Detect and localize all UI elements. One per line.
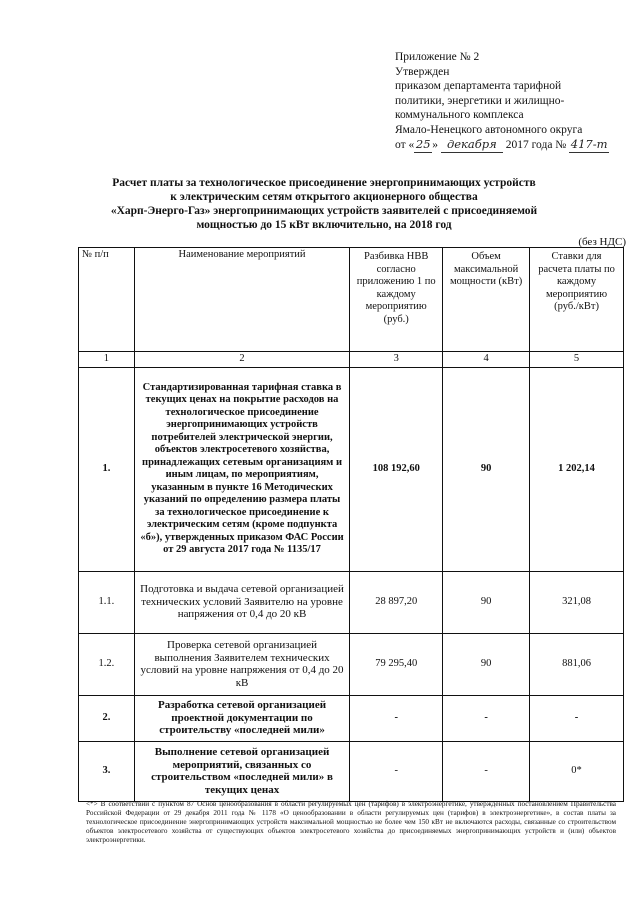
row-nvv: -	[350, 695, 443, 741]
column-number: 4	[443, 352, 530, 368]
vat-note: (без НДС)	[578, 236, 626, 248]
title-line: к электрическим сетям открытого акционерного общества	[170, 191, 478, 203]
row-power: -	[443, 695, 530, 741]
document-title	[85, 176, 563, 232]
approval-line: Приложение № 2	[395, 51, 480, 63]
row-number: 2.	[79, 695, 135, 741]
approval-block	[395, 50, 630, 153]
order-number-handwritten: 417-т	[570, 137, 608, 151]
header-cell-rate: Ставки для расчета платы по каждому мероприятию (руб./кВт)	[530, 248, 624, 352]
row-rate: 0*	[530, 741, 624, 801]
row-nvv: 79 295,40	[350, 633, 443, 695]
tariff-table	[78, 247, 624, 802]
date-year: 2017 года №	[505, 139, 567, 151]
row-number: 3.	[79, 741, 135, 801]
table-row	[79, 571, 624, 633]
date-mid: »	[432, 139, 438, 151]
approval-line: политики, энергетики и жилищно-	[395, 94, 565, 107]
column-number: 1	[79, 352, 135, 368]
row-name: Разработка сетевой организацией проектной документации по строительству «последней мили»	[134, 695, 349, 741]
title-line: Расчет платы за технологическое присоединение энергопринимающих устройств	[112, 177, 536, 189]
row-power: 90	[443, 633, 530, 695]
row-name: Проверка сетевой организацией выполнения Заявителем технических условий на уровне напряжения от 0,4 до 20 кВ	[134, 633, 349, 695]
row-name: Подготовка и выдача сетевой организацией технических условий Заявителю на уровне напряжения от 0,4 до 20 кВ	[134, 571, 349, 633]
table-row	[79, 695, 624, 741]
approval-line: коммунального комплекса	[395, 109, 524, 121]
date-month-handwritten: декабря	[441, 137, 503, 153]
header-cell-name: Наименование мероприятий	[134, 248, 349, 352]
header-cell-nvv: Разбивка НВВ согласно приложению 1 по каждому мероприятию (руб.)	[350, 248, 443, 352]
row-number: 1.	[79, 367, 135, 571]
column-number: 2	[134, 352, 349, 368]
date-prefix: от «	[395, 139, 415, 151]
header-cell-number: № п/п	[79, 248, 135, 352]
row-number: 1.1.	[79, 571, 135, 633]
approval-line: приказом департамента тарифной	[395, 80, 562, 92]
row-nvv: -	[350, 741, 443, 801]
table-header-row	[79, 248, 624, 352]
row-rate: 1 202,14	[530, 367, 624, 571]
approval-date-line	[395, 137, 630, 153]
header-cell-power: Объем максимальной мощности (кВт)	[443, 248, 530, 352]
title-line: мощностью до 15 кВт включительно, на 2018 год	[196, 219, 452, 231]
row-power: 90	[443, 367, 530, 571]
row-name: Выполнение сетевой организацией мероприятий, связанных со строительством «последней мили» в текущих ценах	[134, 741, 349, 801]
row-power: 90	[443, 571, 530, 633]
row-name: Стандартизированная тарифная ставка в текущих ценах на покрытие расходов на технологическое присоединение энергопринимающих устройств потребителей электрической энергии, объектов электросетевого хозяйства, принадлежащих сетевым организациям и иным лицам, по мероприятиям, указанным в пункте 16 Методических указаний по определению размера платы за технологическое присоединение к электрическим сетям (кроме подпункта «б»), утвержденных приказом ФАС России от 29 августа 2017 года № 1135/17	[134, 367, 349, 571]
row-rate: 881,06	[530, 633, 624, 695]
row-nvv: 108 192,60	[350, 367, 443, 571]
row-rate: -	[530, 695, 624, 741]
row-number: 1.2.	[79, 633, 135, 695]
approval-line: Ямало-Ненецкого автономного округа	[395, 123, 583, 136]
row-power: -	[443, 741, 530, 801]
table-row	[79, 633, 624, 695]
row-nvv: 28 897,20	[350, 571, 443, 633]
date-day-handwritten: 25	[415, 137, 431, 151]
approval-line: Утвержден	[395, 65, 450, 78]
table-row	[79, 741, 624, 801]
footnote: <*> В соответствии с пунктом 87 Основ ценообразования в области регулируемых цен (тарифов) в электроэнергетике, утвержденных постановлением Правительства Российской Федерации от 29 декабря 2011 года № 1178 «О ценообразовании в области регулируемых цен (тарифов) в электроэнергетике», в состав платы за технологическое присоединение энергопринимающих устройств максимальной мощностью не более чем 150 кВт не включаются расходы, связанные со строительством объектов электросетевого хозяйства от существующих объектов электросетевого хозяйства до присоединяемых энергопринимающих устройств и (или) объектов электроэнергетики.	[86, 800, 616, 844]
column-number: 5	[530, 352, 624, 368]
column-number: 3	[350, 352, 443, 368]
table-row	[79, 367, 624, 571]
row-rate: 321,08	[530, 571, 624, 633]
column-number-row	[79, 352, 624, 368]
title-line: «Харп-Энерго-Газ» энергопринимающих устройств заявителей с присоединяемой	[110, 205, 538, 217]
